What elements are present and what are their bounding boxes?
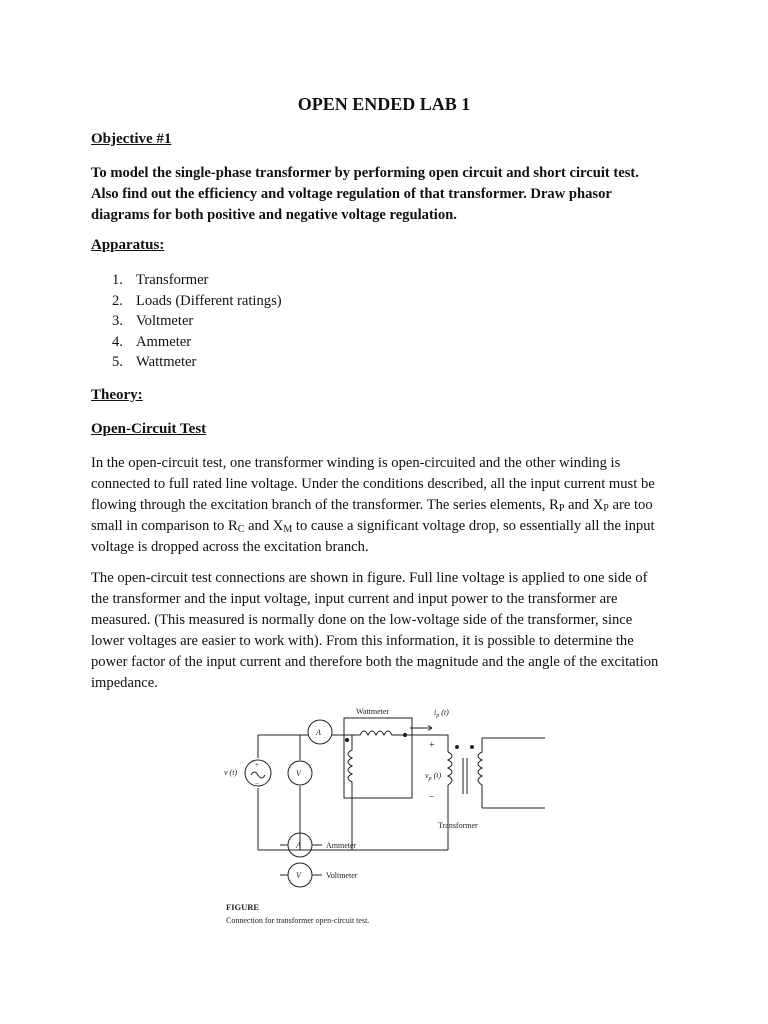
theory-paragraph-2 xyxy=(91,568,691,694)
minus-sign: − xyxy=(429,792,435,803)
paragraph-line: In the open-circuit test, one transformer winding is open-circuited and the other winding is xyxy=(91,455,621,471)
wire xyxy=(482,738,545,808)
text-run: are too xyxy=(608,497,653,513)
objective-line: Also find out the efficiency and voltage regulation of that transformer. Draw phasor xyxy=(91,186,612,202)
list-number: 4. xyxy=(112,333,123,350)
secondary-winding xyxy=(478,738,482,808)
primary-winding xyxy=(448,752,452,785)
list-number: 1. xyxy=(112,272,123,288)
polarity-dot xyxy=(456,746,459,749)
list-label: Transformer xyxy=(136,272,209,288)
list-number: 2. xyxy=(112,292,123,309)
legend-voltmeter-symbol: V xyxy=(296,871,301,880)
list-item xyxy=(112,352,282,373)
paragraph-line: voltage is dropped across the excitation branch. xyxy=(91,539,369,555)
list-item xyxy=(112,270,282,291)
open-circuit-test-figure xyxy=(220,700,560,935)
paragraph-line: power factor of the input current and therefore both the magnitude and the angle of the excitation xyxy=(91,654,659,670)
list-item xyxy=(112,332,282,353)
paragraph-line xyxy=(91,495,691,516)
wattmeter-label: Wattmeter xyxy=(356,707,390,716)
legend-ammeter-label: Ammeter xyxy=(326,841,357,850)
source-label: v (t) xyxy=(224,768,238,777)
objective-line: diagrams for both positive and negative voltage regulation. xyxy=(91,207,457,223)
paragraph-line: The open-circuit test connections are shown in figure. Full line voltage is applied to one side of xyxy=(91,570,648,586)
list-label: Loads (Different ratings) xyxy=(136,292,282,309)
paragraph-line: the transformer and the input voltage, input current and input power to the transformer are xyxy=(91,591,618,607)
apparatus-heading: Apparatus: xyxy=(91,237,165,253)
paragraph-line: connected to full rated line voltage. Under the conditions described, all the input current must be xyxy=(91,476,655,492)
theory-paragraph-1 xyxy=(91,453,691,558)
ammeter-symbol: A xyxy=(316,728,321,737)
open-circuit-heading: Open-Circuit Test xyxy=(91,421,207,437)
subscript: P xyxy=(603,503,609,514)
list-number: 3. xyxy=(112,313,123,330)
list-label: Ammeter xyxy=(136,333,192,350)
text-run: small in comparison to R xyxy=(91,518,238,534)
theory-heading: Theory: xyxy=(91,387,143,403)
polarity-dot xyxy=(471,746,474,749)
paragraph-line: impedance. xyxy=(91,675,158,691)
voltage-coil xyxy=(348,735,352,850)
objective-heading: Objective #1 xyxy=(91,131,172,147)
transformer-label: Transformer xyxy=(438,821,478,830)
list-item xyxy=(112,291,282,312)
polarity-dot xyxy=(403,733,406,736)
list-item xyxy=(112,311,282,332)
paragraph-line: measured. (This measured is normally done on the low-voltage side of the transformer, since xyxy=(91,612,633,628)
text-run: flowing through the excitation branch of the transformer. The series elements, R xyxy=(91,497,559,513)
list-number: 5. xyxy=(112,354,123,371)
paragraph-line: lower voltages are easier to work with). From this information, it is possible to determine the xyxy=(91,633,634,649)
text-run: to cause a significant voltage drop, so essentially all the input xyxy=(292,518,655,534)
legend-voltmeter-label: Voltmeter xyxy=(326,871,358,880)
list-label: Wattmeter xyxy=(136,354,197,371)
wattmeter-box xyxy=(344,718,412,798)
objective-line: To model the single-phase transformer by performing open circuit and short circuit test. xyxy=(91,165,639,181)
apparatus-list xyxy=(112,270,282,373)
paragraph-line xyxy=(91,516,691,537)
subscript: P xyxy=(558,503,565,514)
subscript: M xyxy=(283,524,293,535)
source-minus: − xyxy=(255,780,259,788)
transformer-core xyxy=(463,758,467,794)
legend-ammeter-symbol: A xyxy=(296,841,301,850)
subscript: C xyxy=(237,524,245,535)
plus-sign: + xyxy=(429,740,435,751)
current-label: $i_p$ (t) xyxy=(434,708,449,719)
objective-text xyxy=(91,163,691,226)
polarity-dot xyxy=(345,738,348,741)
voltmeter-symbol: V xyxy=(296,769,301,778)
list-label: Voltmeter xyxy=(136,313,194,330)
text-run: and X xyxy=(564,497,604,513)
ac-wave-icon xyxy=(251,772,265,778)
text-run: and X xyxy=(244,518,284,534)
page-title: OPEN ENDED LAB 1 xyxy=(297,94,471,114)
source-plus: + xyxy=(255,761,259,769)
figure-caption-title: FIGURE xyxy=(226,902,260,912)
primary-voltage-label: $v_p$ (t) xyxy=(425,771,442,782)
figure-caption-text: Connection for transformer open-circuit test. xyxy=(226,916,370,925)
